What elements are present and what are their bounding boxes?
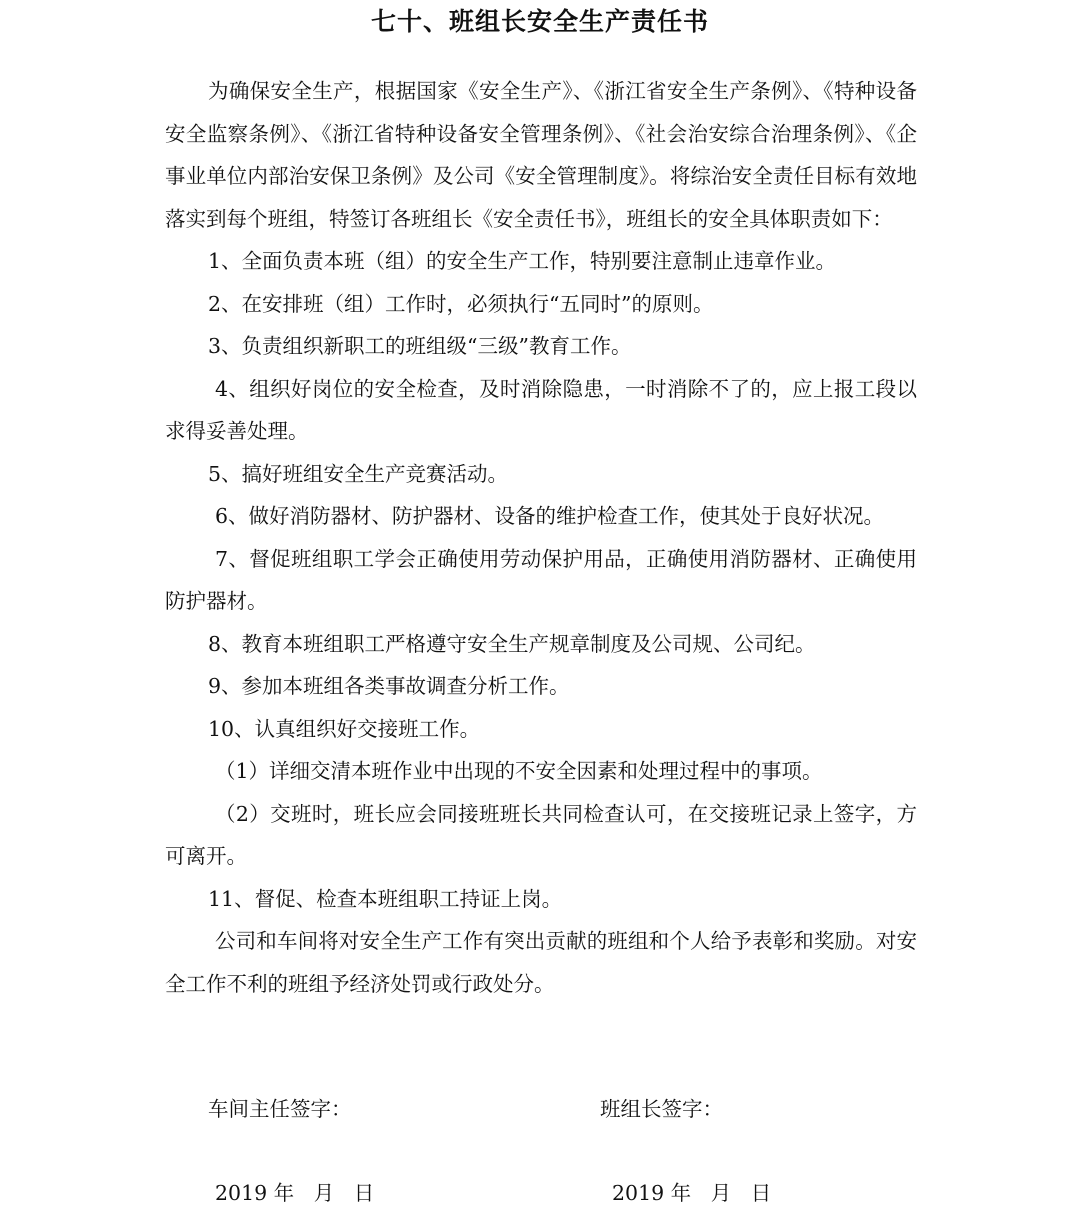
- duty-item-1: 1、全面负责本班（组）的安全生产工作，特别要注意制止违章作业。: [208, 249, 837, 273]
- closing-paragraph: 公司和车间将对安全生产工作有突出贡献的班组和个人给予表彰和奖励。对安全工作不利的班组予经济处罚或行政处分。: [165, 929, 917, 996]
- duty-item-2: 2、在安排班（组）工作时，必须执行“五同时”的原则。: [208, 291, 714, 316]
- team-leader-signature-label: 班组长签字：: [600, 1097, 723, 1121]
- duty-item-6: 6、做好消防器材、防护器材、设备的维护检查工作，使其处于良好状况。: [215, 504, 885, 528]
- duty-subitem-1: （1）详细交清本班作业中出现的不安全因素和处理过程中的事项。: [215, 759, 823, 783]
- duty-item-7: 7、督促班组职工学会正确使用劳动保护用品，正确使用消防器材、正确使用防护器材。: [165, 546, 917, 613]
- document-title: 七十、班组长安全生产责任书: [370, 7, 709, 36]
- duty-item-11: 11、督促、检查本班组职工持证上岗。: [208, 886, 563, 911]
- duty-item-10: 10、认真组织好交接班工作。: [208, 716, 481, 741]
- duty-item-3: 3、负责组织新职工的班组级“三级”教育工作。: [208, 334, 632, 358]
- workshop-director-date: 2019 年 月 日: [215, 1181, 375, 1205]
- duty-subitem-2: （2）交班时，班长应会同接班班长共同检查认可，在交接班记录上签字，方可离开。: [165, 801, 917, 868]
- duty-item-5: 5、搞好班组安全生产竞赛活动。: [208, 461, 509, 486]
- workshop-director-signature-label: 车间主任签字：: [208, 1097, 352, 1121]
- duty-item-4: 4、组织好岗位的安全检查，及时消除隐患，一时消除不了的，应上报工段以求得妥善处理。: [165, 376, 917, 443]
- duty-item-9: 9、参加本班组各类事故调查分析工作。: [208, 674, 570, 698]
- intro-paragraph: 为确保安全生产，根据国家《安全生产》、《浙江省安全生产条例》、《特种设备安全监察条例》、《浙江省特种设备安全管理条例》、《社会治安综合治理条例》、《企事业单位内部治安保卫条例》及公司《安全管理制度》。将综治安全责任目标有效地落实到每个班组，特签订各班组长《安全责任书》，班组长的安全具体职责如下：: [165, 79, 917, 231]
- team-leader-date: 2019 年 月 日: [612, 1181, 772, 1205]
- document-body: [165, 70, 917, 1005]
- duty-item-8: 8、教育本班组职工严格遵守安全生产规章制度及公司规、公司纪。: [208, 631, 816, 656]
